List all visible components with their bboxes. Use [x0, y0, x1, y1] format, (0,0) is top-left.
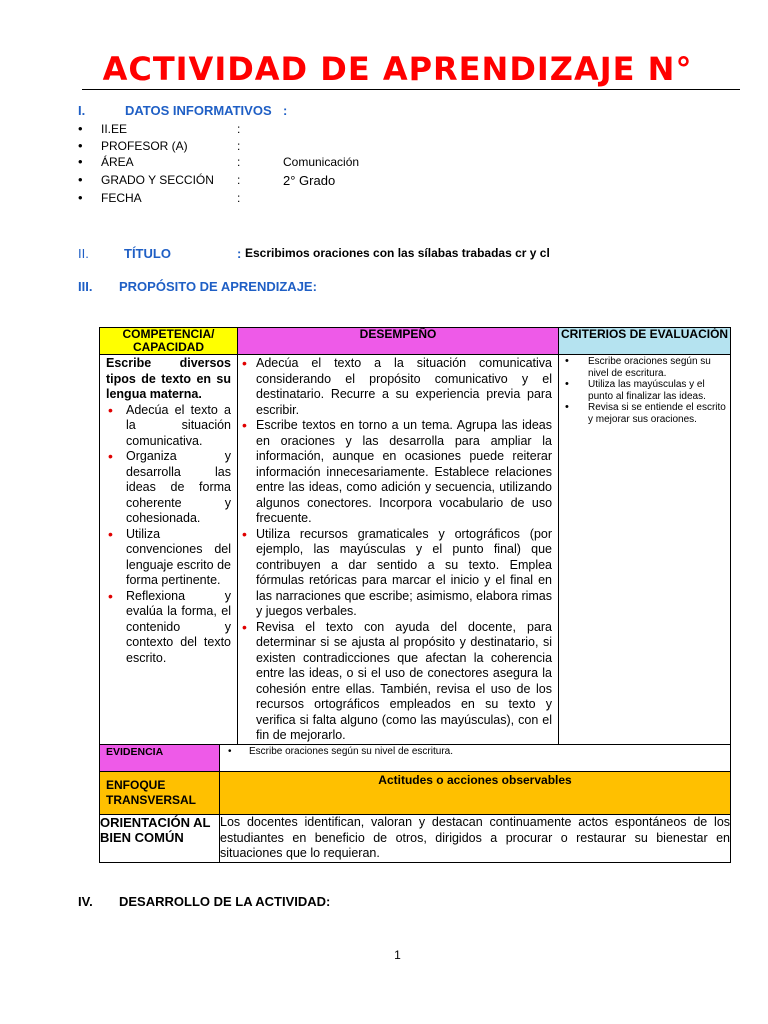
info-label: II.EE	[101, 122, 128, 136]
bullet-icon: •	[78, 138, 83, 153]
purpose-table	[99, 327, 731, 863]
page-title: ACTIVIDAD DE APRENDIZAJE N°	[102, 50, 693, 88]
list-item: • Utiliza recursos gramaticales y ortográficos (por ejemplo, las mayúsculas y el punto final) que contribuyen a dar sentido a su texto. Emplea fórmulas retóricas para marcar el inicio y el final en las narraciones que escribe; asimismo, elabora rimas y juegos verbales.	[240, 527, 552, 620]
list-item: • Escribe textos en torno a un tema. Agrupa las ideas en oraciones y las desarrolla para ampliar la información, aunque en ocasiones puede reiterar información innecesariamente. Establece relaciones entre las ideas, como adición y secuencia, utilizando algunos conectores. Incorpora vocabulario de uso frecuente.	[240, 418, 552, 527]
orientacion-label: ORIENTACIÓN AL BIEN COMÚN	[100, 815, 220, 863]
list-item: • Utiliza convenciones del lenguaje escrito de forma pertinente.	[106, 527, 231, 589]
section-proposito	[78, 279, 478, 295]
info-label: PROFESOR (A)	[101, 139, 188, 153]
info-label: GRADO Y SECCIÓN	[101, 173, 214, 187]
desempenos-list	[238, 355, 558, 744]
list-item: • Reflexiona y evalúa la forma, el contenido y contexto del texto escrito.	[106, 589, 231, 667]
competencia-title: Escribe diversos tipos de texto en su lengua materna.	[106, 356, 232, 401]
section-titulo	[78, 246, 678, 262]
list-item: • Escribe oraciones según su nivel de escritura.	[563, 356, 726, 379]
section-colon: :	[283, 103, 288, 118]
list-item: • Revisa si se entiende el escrito y mejorar sus oraciones.	[563, 402, 726, 425]
bullet-icon: •	[228, 746, 232, 757]
section-desarrollo	[78, 894, 478, 910]
section-title: PROPÓSITO DE APRENDIZAJE:	[119, 279, 317, 294]
section-title: DATOS INFORMATIVOS	[125, 103, 272, 118]
enfoque-row	[100, 772, 731, 815]
info-colon: :	[237, 139, 241, 153]
evidencia-item	[220, 745, 730, 759]
list-item: • Adecúa el texto a la situación comunicativa.	[106, 403, 231, 450]
table-header-row	[100, 328, 731, 355]
section-number: IV.	[78, 894, 93, 909]
info-colon: :	[237, 173, 241, 187]
capacidades-list	[100, 403, 237, 667]
orientacion-row	[100, 815, 731, 863]
desempeno-cell	[238, 355, 559, 745]
list-item: • Adecúa el texto a la situación comunicativa considerando el propósito comunicativo y el destinatario. Recurre a su experiencia previa para escribir.	[240, 356, 552, 418]
section-title: DESARROLLO DE LA ACTIVIDAD:	[119, 894, 331, 909]
header-criterios: CRITERIOS DE EVALUACIÓN	[559, 328, 731, 355]
activity-title-value: Escribimos oraciones con las sílabas trabadas cr y cl	[245, 246, 550, 260]
info-colon: :	[237, 122, 241, 136]
bullet-icon: •	[78, 190, 83, 205]
enfoque-label: ENFOQUE TRANSVERSAL	[100, 772, 220, 815]
section-number: III.	[78, 279, 93, 294]
info-colon: :	[237, 191, 241, 205]
section-number: II.	[78, 246, 89, 261]
competencia-cell	[100, 355, 238, 745]
section-datos-informativos	[78, 103, 338, 119]
info-colon: :	[237, 155, 241, 169]
info-value: Comunicación	[283, 155, 360, 169]
evidencia-label: EVIDENCIA	[100, 745, 220, 772]
header-competencia: COMPETENCIA/ CAPACIDAD	[100, 328, 238, 355]
section-title: TÍTULO	[124, 246, 171, 261]
info-value: 2° Grado	[283, 173, 336, 188]
section-colon: :	[237, 246, 242, 261]
info-label: ÁREA	[101, 155, 134, 169]
header-desempeno: DESEMPEÑO	[238, 328, 559, 355]
criterios-cell	[559, 355, 731, 745]
list-item: • Revisa el texto con ayuda del docente, para determinar si se ajusta al propósito y destinatario, si existen contradicciones que afectan la coherencia entre las ideas, o si el uso de conectores asegura la cohesión entre ellas. También, revisa el uso de los recursos ortográficos empleados en su texto y verifica si falta alguno (como las mayúsculas), con el fin de mejorarlo.	[240, 620, 552, 744]
page-number: 1	[394, 948, 401, 962]
criterios-list	[559, 355, 730, 425]
section-number: I.	[78, 103, 86, 118]
title-divider	[82, 89, 740, 90]
orientacion-text: Los docentes identifican, valoran y destacan continuamente actos espontáneos de los estudiantes en beneficio de otros, dirigidos a procurar o restaurar su bienestar en situaciones que lo requieran.	[220, 815, 731, 860]
bullet-icon: •	[78, 121, 83, 136]
evidencia-cell	[220, 745, 731, 772]
info-label: FECHA	[101, 191, 142, 205]
evidencia-text: Escribe oraciones según su nivel de escritura.	[249, 746, 453, 757]
bullet-icon: •	[78, 172, 83, 187]
actitudes-label: Actitudes o acciones observables	[220, 772, 731, 815]
bullet-icon: •	[78, 154, 83, 169]
list-item: • Organiza y desarrolla las ideas de forma coherente y cohesionada.	[106, 449, 231, 527]
list-item: • Utiliza las mayúsculas y el punto al finalizar las ideas.	[563, 379, 726, 402]
table-content-row	[100, 355, 731, 745]
evidencia-row	[100, 745, 731, 772]
